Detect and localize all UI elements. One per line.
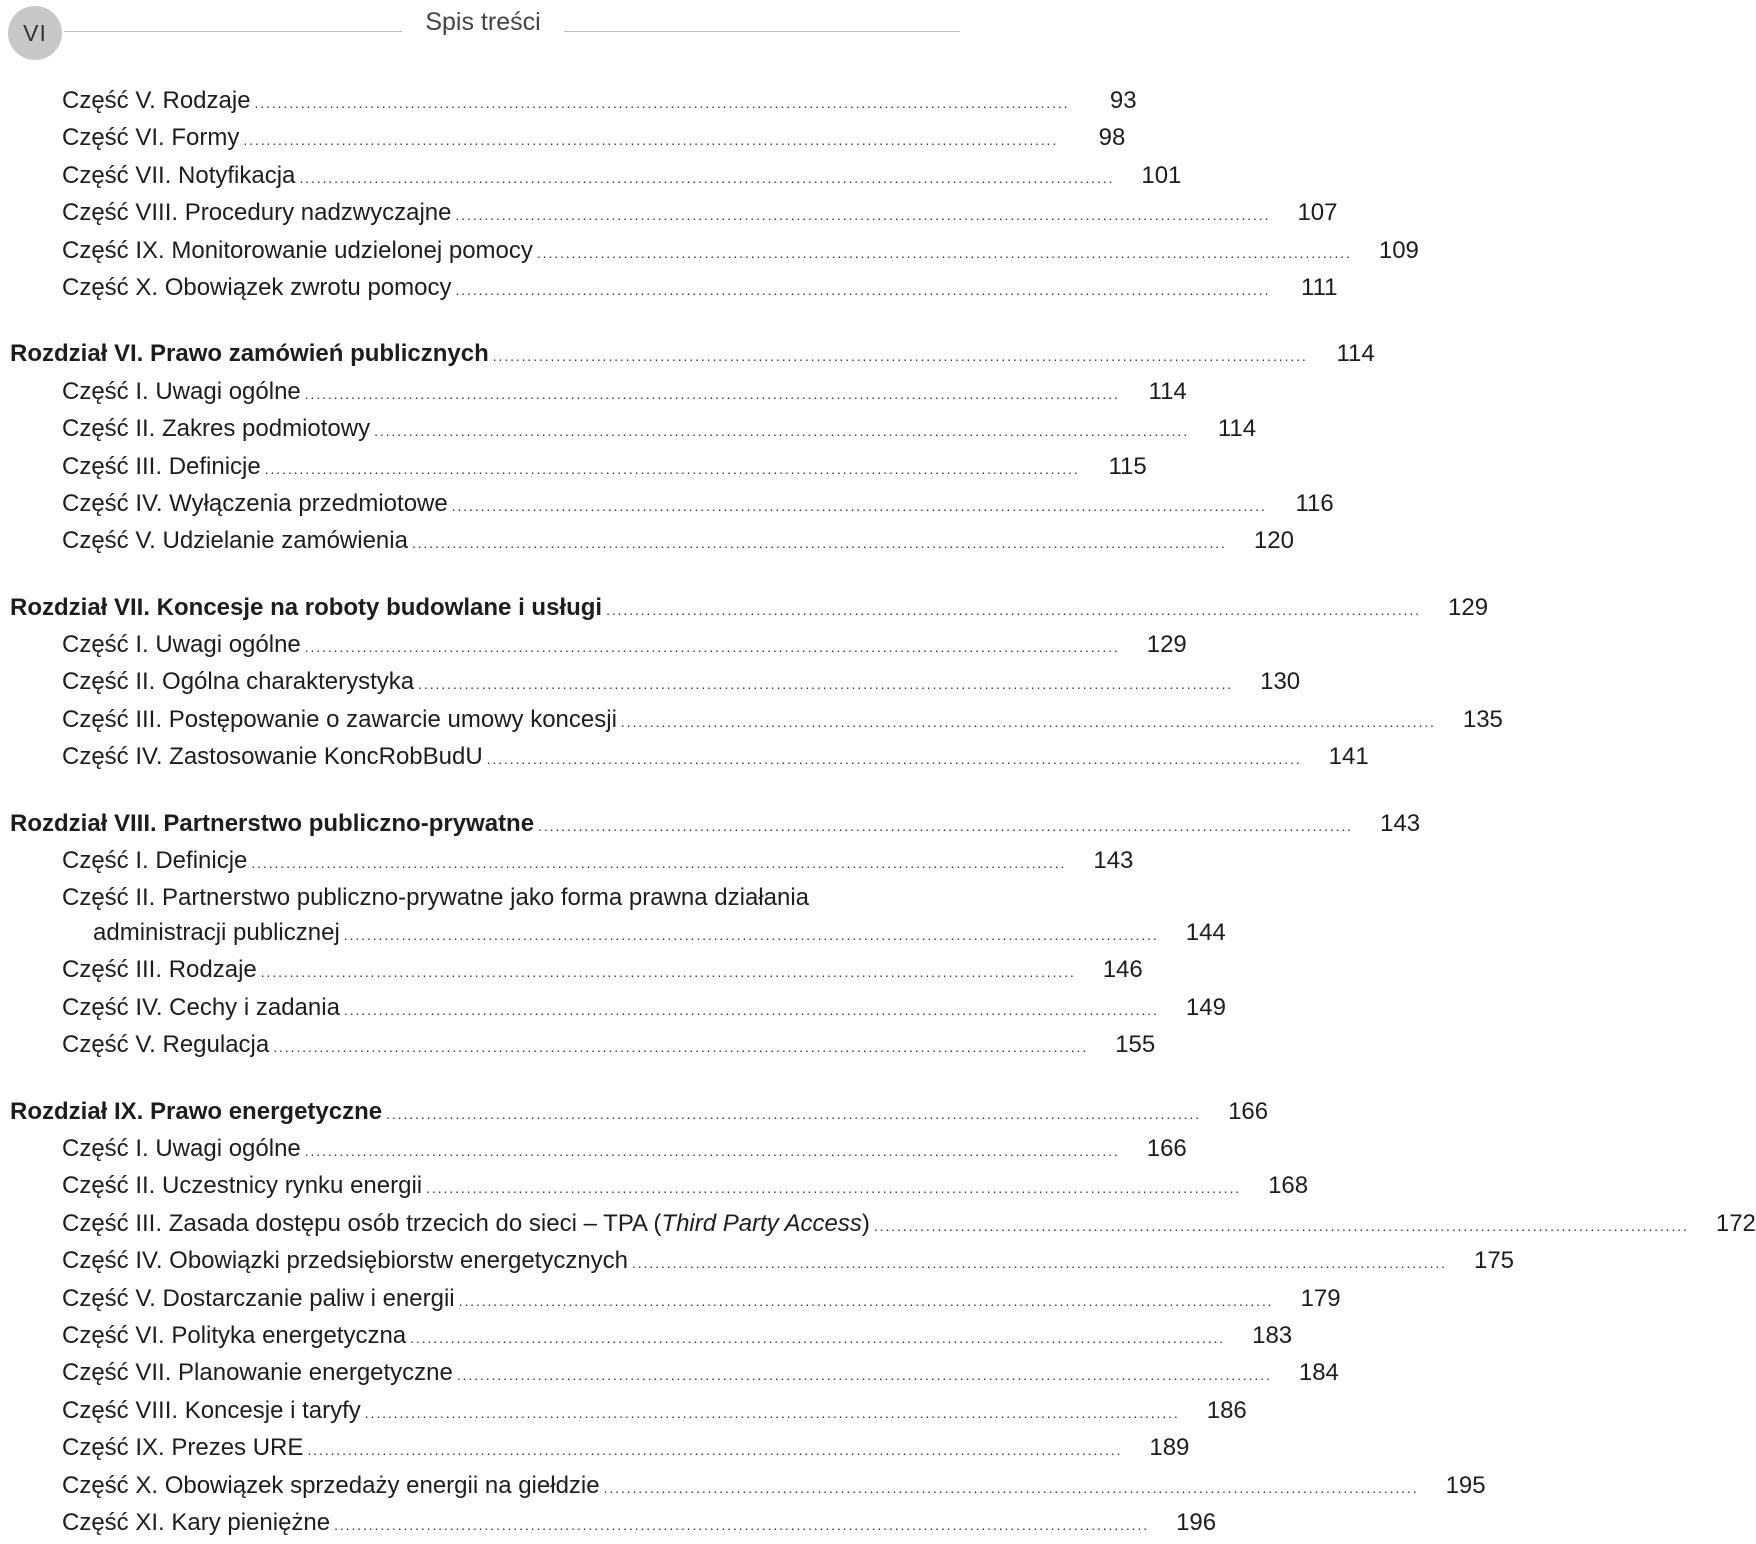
- toc-entry-page: 166: [1146, 1134, 1187, 1162]
- toc-chapter-entry[interactable]: [0, 805, 1421, 842]
- toc-entry[interactable]: [0, 989, 1226, 1026]
- toc-entry-title: Część II. Zakres podmiotowy: [62, 415, 371, 443]
- toc-entry[interactable]: [0, 1354, 1339, 1391]
- dot-leader: [273, 1026, 1085, 1066]
- toc-entry-title: Część V. Dostarczanie paliw i energii: [62, 1284, 455, 1312]
- dot-leader: [457, 1354, 1269, 1394]
- toc-entry-page: 129: [1146, 631, 1187, 659]
- toc-entry-page: 166: [1228, 1097, 1269, 1125]
- toc-entry[interactable]: [0, 522, 1294, 559]
- toc-entry-page: 184: [1298, 1359, 1339, 1387]
- toc-entry-title: Część IV. Wyłączenia przedmiotowe: [62, 489, 448, 517]
- toc-entry-page: 114: [1217, 415, 1257, 443]
- toc-entry[interactable]: [0, 373, 1187, 410]
- toc-entry[interactable]: [0, 157, 1182, 194]
- toc-entry-page: 101: [1141, 161, 1182, 189]
- dot-leader: [412, 522, 1224, 562]
- dot-leader: [537, 232, 1349, 272]
- toc-entry-title: Część I. Uwagi ogólne: [62, 631, 301, 659]
- toc-entry-page: 175: [1473, 1247, 1515, 1275]
- toc-entry-title-continued: administracji publicznej: [93, 919, 340, 947]
- toc-entry-title: Część VI. Formy: [62, 124, 240, 152]
- toc-entry-page: 143: [1093, 847, 1134, 875]
- toc-entry[interactable]: [0, 1280, 1341, 1317]
- toc-entry-page: 189: [1149, 1434, 1190, 1462]
- toc-entry[interactable]: [0, 232, 1419, 269]
- toc-entry-title: Część V. Udzielanie zamówienia: [62, 527, 408, 555]
- toc-entry-page: 115: [1108, 452, 1147, 480]
- toc-entry[interactable]: [0, 1205, 1756, 1242]
- toc-entry[interactable]: [0, 842, 1134, 879]
- toc-entry[interactable]: [0, 1317, 1293, 1354]
- toc-entry-title: Część I. Uwagi ogólne: [62, 377, 301, 405]
- dot-leader: [307, 1429, 1119, 1469]
- toc-entry[interactable]: [0, 701, 1503, 738]
- page-header: [0, 0, 960, 60]
- toc-entry[interactable]: [0, 119, 1126, 156]
- dot-leader: [621, 701, 1433, 741]
- toc-entry[interactable]: [0, 738, 1369, 775]
- dot-leader: [305, 1130, 1117, 1170]
- dot-leader: [251, 842, 1063, 882]
- toc-entry[interactable]: [0, 626, 1187, 663]
- toc-entry-title: Część X. Obowiązek zwrotu pomocy: [62, 273, 452, 301]
- toc-entry-page: 93: [1109, 87, 1137, 114]
- dot-leader: [365, 1392, 1177, 1432]
- dot-leader: [261, 951, 1073, 991]
- toc-entry-title: Część I. Definicje: [62, 847, 248, 875]
- toc-entry-title: Część III. Rodzaje: [62, 956, 257, 984]
- dot-leader: [410, 1317, 1222, 1357]
- toc-entry-title: Część VIII. Koncesje i taryfy: [62, 1396, 361, 1424]
- table-of-contents: [0, 82, 1756, 1541]
- dot-leader: [874, 1205, 1686, 1245]
- toc-entry-page: 144: [1185, 919, 1226, 947]
- toc-entry-title: Część II. Uczestnicy rynku energii: [62, 1172, 423, 1200]
- toc-entry-page: 120: [1253, 527, 1294, 555]
- dot-leader: [493, 335, 1305, 375]
- dot-leader: [299, 157, 1111, 197]
- toc-chapter-title: Rozdział IX. Prawo energetyczne: [10, 1097, 383, 1125]
- toc-entry[interactable]: [0, 1026, 1156, 1063]
- dot-leader: [344, 915, 1156, 953]
- toc-entry-page: 114: [1336, 340, 1375, 368]
- toc-entry-title: Część VII. Notyfikacja: [62, 161, 296, 189]
- toc-entry[interactable]: [0, 82, 1137, 119]
- dot-leader: [452, 485, 1264, 525]
- toc-entry-page: 155: [1115, 1031, 1156, 1059]
- toc-entry-page: 149: [1185, 993, 1226, 1021]
- dot-leader: [604, 1467, 1416, 1507]
- toc-chapter-entry[interactable]: [0, 589, 1489, 626]
- toc-title-part-a: Część III. Zasada dostępu osób trzecich do sieci – TPA (: [62, 1209, 662, 1237]
- toc-entry-page: 98: [1098, 124, 1126, 152]
- dot-leader: [538, 805, 1350, 845]
- toc-entry[interactable]: [0, 879, 1226, 951]
- toc-entry-title: Część VII. Planowanie energetyczne: [62, 1359, 453, 1387]
- toc-entry-title: Część V. Rodzaje: [62, 87, 251, 114]
- toc-entry-page: 186: [1206, 1396, 1247, 1424]
- toc-title-italic: Third Party Access: [661, 1209, 862, 1237]
- toc-entry[interactable]: [0, 1467, 1486, 1504]
- toc-entry-page: 168: [1268, 1172, 1309, 1200]
- dot-leader: [305, 373, 1117, 413]
- dot-leader: [374, 410, 1186, 450]
- dot-leader: [344, 989, 1156, 1029]
- toc-entry-page: 196: [1176, 1508, 1217, 1536]
- toc-chapter-title: Rozdział VIII. Partnerstwo publiczno-prywatne: [10, 809, 535, 837]
- toc-entry-title: Część I. Uwagi ogólne: [62, 1134, 301, 1162]
- toc-entry-continuation: [62, 915, 1226, 951]
- dot-leader: [265, 448, 1077, 488]
- toc-chapter-title: Rozdział VII. Koncesje na roboty budowlane i usługi: [10, 593, 603, 621]
- toc-entry-page: 130: [1260, 668, 1301, 696]
- dot-leader: [487, 738, 1299, 778]
- dot-leader: [606, 589, 1418, 629]
- toc-entry-page: 135: [1462, 705, 1503, 733]
- toc-entry-title: Część X. Obowiązek sprzedaży energii na giełdzie: [62, 1471, 600, 1499]
- toc-entry-page: 195: [1445, 1471, 1486, 1499]
- toc-entry[interactable]: [0, 448, 1147, 485]
- dot-leader: [334, 1504, 1146, 1544]
- toc-entry-page: 114: [1148, 377, 1187, 405]
- toc-entry-page: 183: [1252, 1321, 1293, 1349]
- toc-entry-page: 172: [1715, 1209, 1756, 1237]
- dot-leader: [418, 663, 1230, 703]
- toc-entry-title: Część V. Regulacja: [62, 1031, 270, 1059]
- toc-chapter-entry[interactable]: [0, 1093, 1269, 1130]
- toc-title-part-b: ): [861, 1209, 870, 1237]
- toc-entry[interactable]: [0, 1130, 1187, 1167]
- dot-leader: [455, 269, 1267, 309]
- toc-entry-title: Część IV. Zastosowanie KoncRobBudU: [62, 743, 483, 771]
- toc-entry-title: [62, 1205, 870, 1242]
- toc-entry[interactable]: [0, 1504, 1217, 1541]
- toc-entry-title: Część III. Postępowanie o zawarcie umowy koncesji: [62, 705, 617, 733]
- header-rule-right: [564, 31, 960, 32]
- toc-entry-title: Część III. Definicje: [62, 452, 261, 480]
- toc-entry-page: 129: [1448, 593, 1489, 621]
- toc-entry-page: 116: [1295, 489, 1334, 517]
- toc-entry-title: Część II. Ogólna charakterystyka: [62, 668, 415, 696]
- toc-entry-page: 107: [1297, 199, 1338, 227]
- toc-entry-title: Część IV. Obowiązki przedsiębiorstw energetycznych: [62, 1247, 629, 1275]
- dot-leader: [632, 1242, 1444, 1282]
- toc-entry[interactable]: [0, 1392, 1247, 1429]
- toc-entry-title: Część XI. Kary pieniężne: [62, 1508, 331, 1536]
- toc-entry[interactable]: [0, 410, 1257, 447]
- dot-leader: [426, 1167, 1238, 1207]
- toc-entry-page: 111: [1301, 273, 1338, 301]
- toc-entry-title: Część IX. Monitorowanie udzielonej pomocy: [62, 236, 533, 264]
- toc-entry[interactable]: [0, 1167, 1309, 1204]
- running-title: Spis treści: [425, 8, 541, 36]
- toc-chapter-title: Rozdział VI. Prawo zamówień publicznych: [10, 340, 489, 368]
- toc-chapter-entry[interactable]: [0, 335, 1375, 372]
- toc-entry-title: Część IV. Cechy i zadania: [62, 993, 340, 1021]
- toc-entry[interactable]: [0, 1242, 1515, 1279]
- toc-entry[interactable]: [0, 194, 1338, 231]
- toc-entry-page: 179: [1300, 1284, 1341, 1312]
- toc-entry-page: 109: [1378, 236, 1419, 264]
- toc-entry[interactable]: [0, 663, 1301, 700]
- toc-entry-title: Część II. Partnerstwo publiczno-prywatne jako forma prawna działania: [62, 884, 810, 912]
- dot-leader: [305, 626, 1117, 666]
- dot-leader: [386, 1093, 1198, 1133]
- dot-leader: [255, 82, 1067, 122]
- page-number-badge: VI: [8, 6, 62, 60]
- toc-entry[interactable]: [0, 1429, 1190, 1466]
- toc-entry-page: 143: [1380, 809, 1421, 837]
- toc-entry-title: Część VIII. Procedury nadzwyczajne: [62, 199, 452, 227]
- toc-entry[interactable]: [0, 485, 1334, 522]
- header-rule-left: [64, 31, 402, 32]
- dot-leader: [243, 119, 1055, 159]
- toc-entry[interactable]: [0, 269, 1338, 306]
- toc-entry-page: 146: [1102, 956, 1143, 984]
- toc-entry[interactable]: [0, 951, 1143, 988]
- toc-entry-title: Część IX. Prezes URE: [62, 1434, 304, 1462]
- dot-leader: [459, 1280, 1271, 1320]
- dot-leader: [456, 194, 1268, 234]
- toc-entry-page: 141: [1328, 743, 1369, 771]
- toc-entry-title: Część VI. Polityka energetyczna: [62, 1321, 407, 1349]
